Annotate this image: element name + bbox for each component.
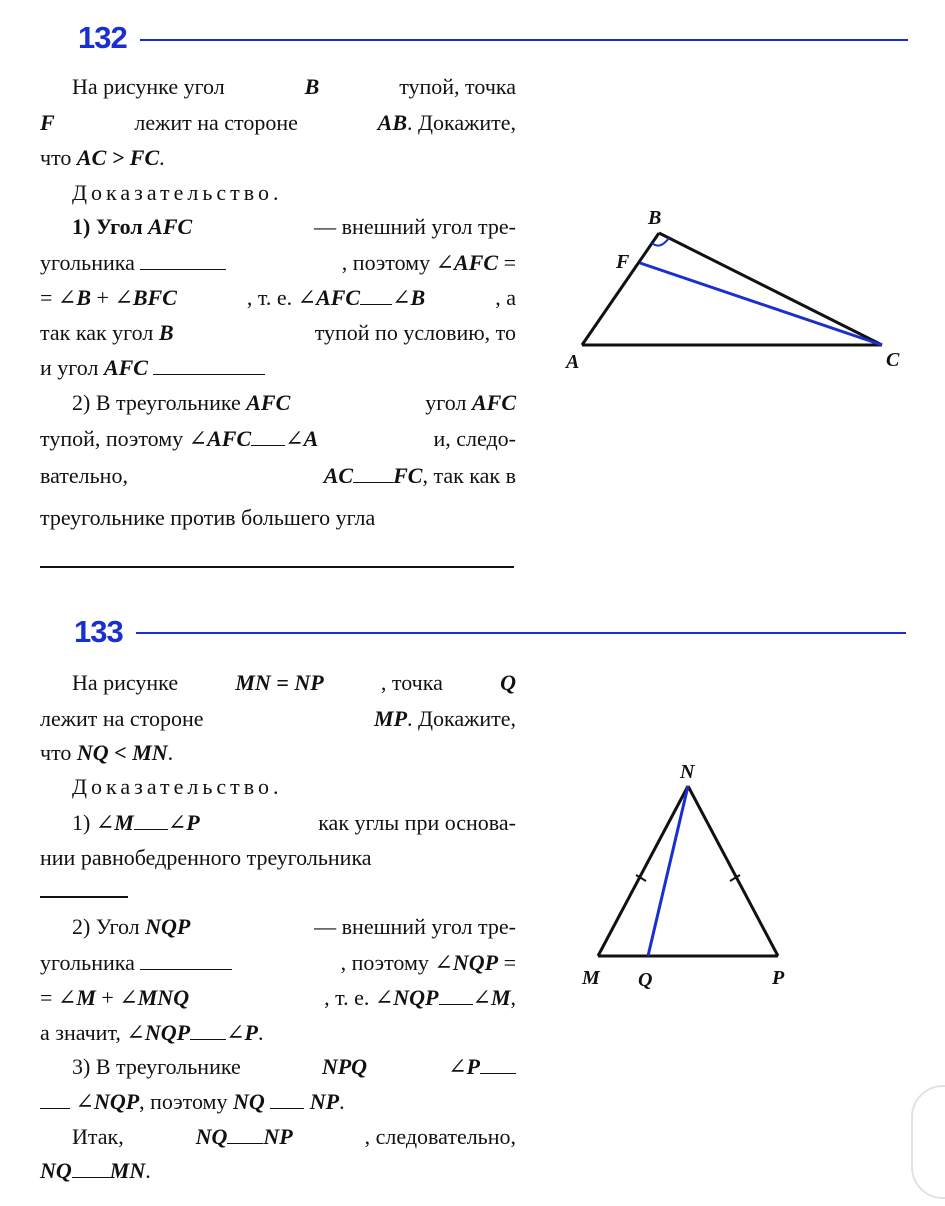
statement-line-1: На рисунке угол B тупой, точка (72, 74, 516, 99)
proof-line-7: тупой, поэтому ∠AFC ∠A и, следо- (40, 426, 516, 451)
proof-line-2: угольника , поэтому ∠AFC = (40, 250, 516, 275)
proof-line-3: = ∠B + ∠BFC , т. е. ∠AFC ∠B , а (40, 285, 516, 310)
label-b: B (648, 207, 662, 229)
proof-line-9: Итак, NQ NP , следовательно, (72, 1124, 516, 1149)
proof-line-6: а значит, ∠NQP ∠P. (40, 1020, 264, 1045)
statement-line-1: На рисунке MN = NP , точка Q (72, 670, 516, 695)
proof-line-6: 2) В треугольнике AFC угол AFC (72, 390, 516, 415)
answer-blank[interactable] (227, 1126, 263, 1144)
figure-triangle-abc (560, 200, 910, 380)
proof-line-9: треугольнике против большего угла (40, 505, 376, 530)
answer-line-132[interactable] (40, 566, 514, 568)
proof-line-1: 1) ∠M ∠P как углы при основа- (72, 810, 516, 835)
proof-line-5: и угол AFC (40, 355, 265, 381)
label-c: C (886, 349, 900, 371)
answer-blank[interactable] (134, 812, 168, 830)
segment-nq (648, 786, 688, 956)
label-a: A (566, 351, 580, 373)
answer-blank[interactable] (153, 357, 265, 375)
segment-fc (640, 263, 882, 345)
side-np (688, 786, 778, 956)
answer-blank[interactable] (72, 1160, 110, 1178)
answer-blank[interactable] (140, 252, 226, 270)
answer-blank[interactable] (480, 1056, 516, 1074)
label-m: M (582, 967, 600, 989)
answer-blank[interactable] (360, 287, 392, 305)
figure-triangle-mnp (570, 750, 820, 1000)
statement-line-3: что AC > FC. (40, 145, 165, 170)
answer-blank[interactable] (353, 465, 393, 483)
answer-blank[interactable] (251, 428, 285, 446)
proof-line-1: 1) Угол AFC — внешний угол тре- (72, 214, 516, 239)
proof-line-10: NQ MN. (40, 1158, 151, 1183)
label-p: P (772, 967, 785, 989)
statement-line-3: что NQ < MN. (40, 740, 174, 765)
proof-line-8: вательно, AC FC, так как в (40, 463, 516, 488)
proof-line-8: ∠NQP, поэтому NQ NP. (40, 1089, 345, 1115)
scroll-handle[interactable] (911, 1085, 945, 1199)
answer-blank[interactable] (40, 1091, 70, 1109)
proof-line-7: 3) В треугольнике NPQ ∠P (40, 1054, 516, 1080)
proof-line-4: угольника , поэтому ∠NQP = (40, 950, 516, 975)
side-mn (598, 786, 688, 956)
statement-line-2: лежит на стороне MP. Докажите, (40, 706, 516, 731)
proof-line-4: так как угол B тупой по условию, то (40, 320, 516, 345)
label-f: F (616, 251, 630, 273)
side-bc (659, 233, 882, 345)
answer-line-133[interactable] (40, 896, 128, 898)
statement-line-2: F лежит на стороне AB. Докажите, (40, 110, 516, 135)
answer-blank[interactable] (270, 1091, 304, 1109)
proof-heading-132: Доказательство. (72, 180, 283, 205)
problem-number-133: 133 (74, 614, 123, 649)
answer-blank[interactable] (140, 952, 232, 970)
proof-line-5: = ∠M + ∠MNQ , т. е. ∠NQP ∠M, (40, 985, 516, 1010)
label-q: Q (638, 969, 653, 991)
header-rule-133 (136, 632, 906, 634)
header-rule-132 (140, 39, 908, 41)
problem-number-132: 132 (78, 20, 127, 55)
proof-line-2: нии равнобедренного треугольника (40, 845, 372, 870)
answer-blank[interactable] (439, 987, 473, 1005)
proof-heading-133: Доказательство. (72, 774, 283, 799)
proof-line-3: 2) Угол NQP — внешний угол тре- (72, 914, 516, 939)
label-n: N (680, 761, 695, 783)
answer-blank[interactable] (190, 1022, 226, 1040)
side-ab (582, 233, 659, 345)
